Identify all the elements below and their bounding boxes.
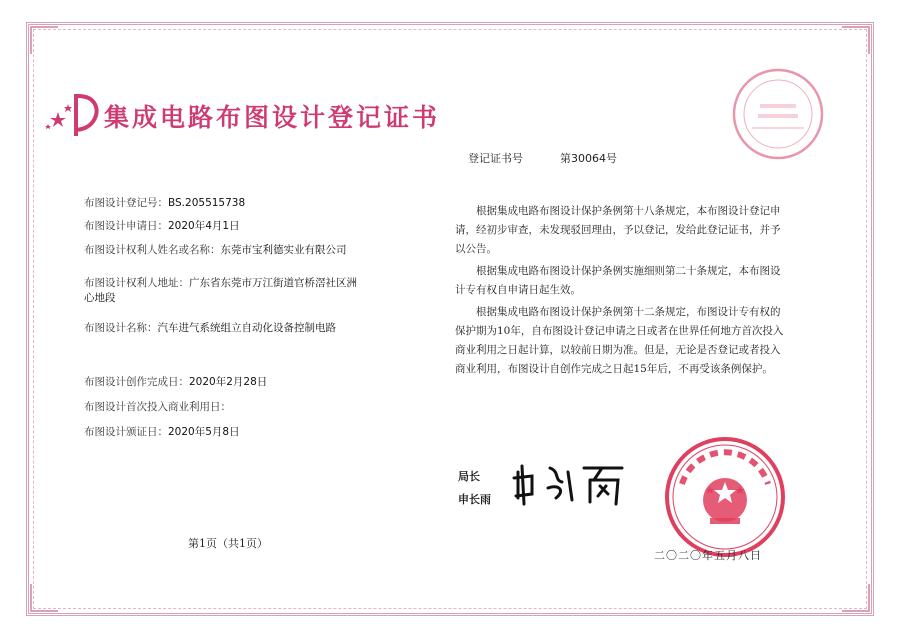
field-application-date: [84, 219, 364, 234]
field-value: 2020年4月1日: [168, 220, 240, 232]
certificate-title: 集成电路布图设计登记证书: [104, 103, 441, 132]
corner-ornament: [842, 584, 870, 612]
handwritten-signature: [510, 458, 630, 508]
field-label: 布图设计名称：: [84, 322, 158, 334]
legal-paragraph: 根据集成电路布图设计保护条例第十二条规定，布图设计专有权的保护期为10年，自布图设计登记申请之日或者在世界任何地方首次投入商业利用之日起计算，以较前日期为准。但是，无论是否登记或者投入商业利用，布图设计自创作完成之日起15年后，不再受该条例保护。: [455, 306, 784, 375]
field-value: 2020年2月28日: [189, 376, 268, 388]
director-name: 申长雨: [458, 493, 491, 506]
field-value: BS.205515738: [168, 197, 246, 209]
issue-date: 二〇二〇年五月八日: [654, 549, 762, 562]
registration-stamp: [730, 66, 826, 162]
field-rights-holder: [84, 243, 364, 258]
field-commercial-use-date: [84, 400, 364, 415]
field-label: 布图设计登记号：: [84, 197, 168, 209]
field-registration-no: [84, 196, 364, 211]
field-label: 布图设计创作完成日：: [84, 376, 189, 388]
corner-ornament: [30, 26, 58, 54]
certificate-number-value: 第30064号: [560, 152, 617, 165]
field-value: 东莞市宝利德实业有限公司: [220, 244, 347, 256]
field-label: 布图设计首次投入商业利用日：: [84, 401, 231, 413]
legal-paragraph: 根据集成电路布图设计保护条例实施细则第二十条规定，本布图设计专有权自申请日起生效。: [455, 265, 781, 296]
field-label: 布图设计申请日：: [84, 220, 168, 232]
field-label: 布图设计颁证日：: [84, 426, 168, 438]
official-seal-icon: [662, 434, 788, 560]
corner-ornament: [842, 26, 870, 54]
corner-ornament: [30, 584, 58, 612]
field-design-name: [84, 321, 364, 336]
page-info: 第1页（共1页）: [188, 537, 268, 550]
field-issue-date: [84, 425, 364, 440]
certificate-number-label: 登记证书号: [468, 152, 523, 165]
field-creation-date: [84, 375, 364, 390]
legal-paragraph: 根据集成电路布图设计保护条例第十八条规定，本布图设计登记申请，经初步审查，未发现驳回理由，予以登记，发给此登记证书，并予以公告。: [455, 205, 781, 255]
field-label: 布图设计权利人姓名或名称：: [84, 244, 221, 256]
field-label: 布图设计权利人地址：: [84, 277, 189, 289]
director-title: 局长: [458, 470, 480, 483]
field-holder-address: [84, 276, 364, 306]
field-value: 广东省东莞市万江街道官桥滘社区洲心地段: [84, 277, 357, 304]
field-value: 2020年5月8日: [168, 426, 240, 438]
cnipa-logo-icon: [44, 92, 102, 138]
field-value: 汽车进气系统组立自动化设备控制电路: [157, 322, 336, 334]
